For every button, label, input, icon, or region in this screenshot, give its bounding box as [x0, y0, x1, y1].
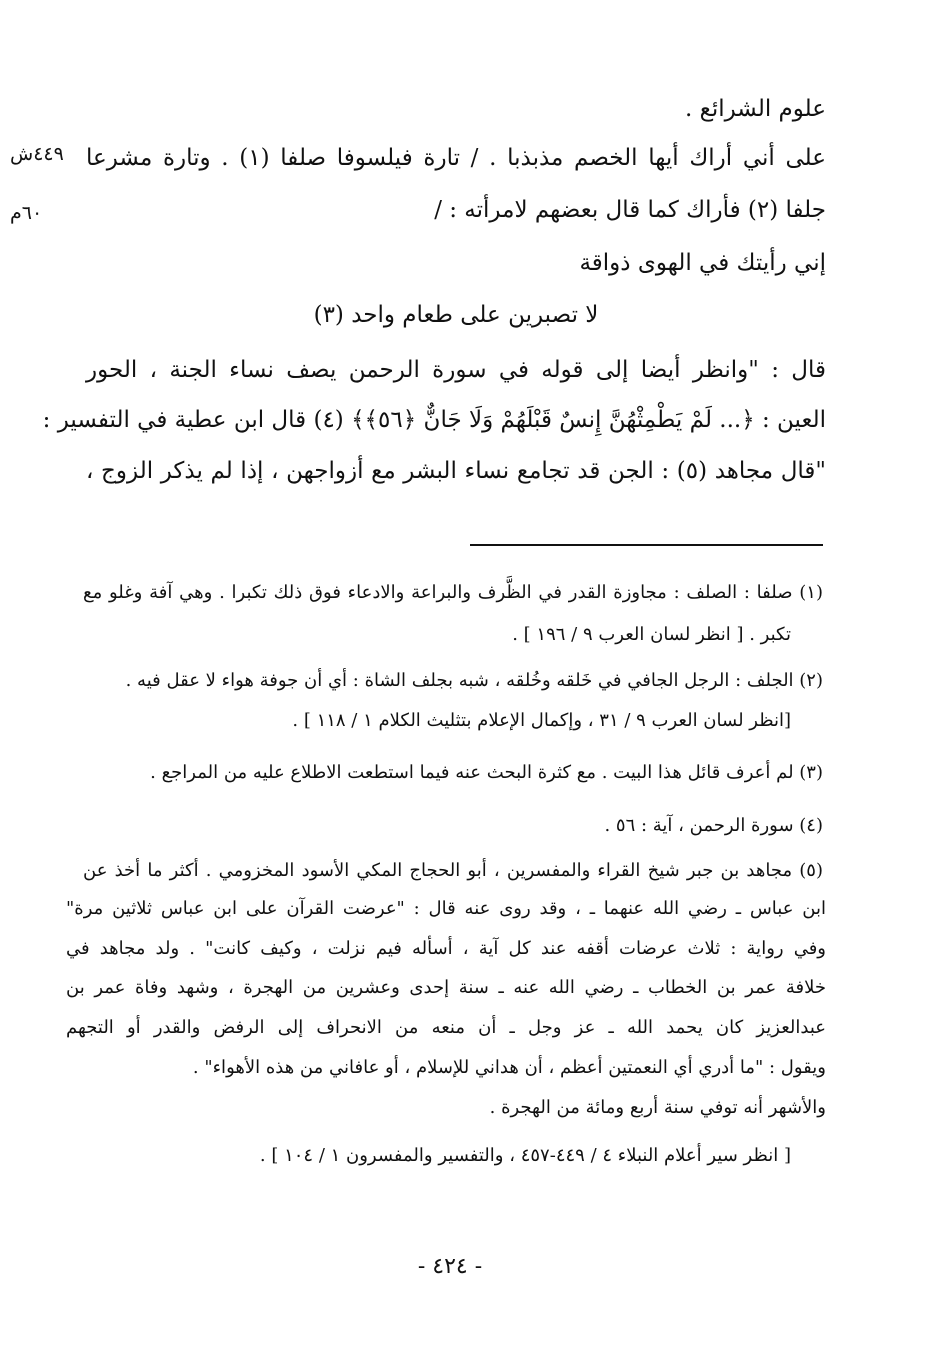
text-line-1: علوم الشرائع . — [684, 96, 826, 122]
footnote-5-line-4: خلافة عمر بن الخطاب ـ رضي الله عنه ـ سنة إحدى وعشرين من الهجرة ، وشهد وفاة عمر بن — [66, 977, 827, 998]
page-number: - ٤٢٤ - — [417, 1254, 483, 1279]
footnote-5-line-8: [ انظر سير أعلام النبلاء ٤ / ٤٤٩-٤٥٧ ، والتفسير والمفسرون ١ / ١٠٤ ] . — [259, 1145, 791, 1166]
footnote-2-line-2: [انظر لسان العرب ٩ / ٣١ ، وإكمال الإعلام بتثليث الكلام ١ / ١١٨ ] . — [292, 710, 791, 731]
footnote-2-line-1: (٢) الجلف : الرجل الجافي في خَلقه وخُلقه ، شبه بجلف الشاة : أي أن جوفة هواء لا عقل فيه . — [125, 670, 823, 691]
verse-line-2 — [86, 302, 826, 328]
footnote-5-line-1: (٥) مجاهد بن جبر شيخ القراء والمفسرين ، أبو الحجاج المكي الأسود المخزومي . أكثر ما أخذ عن — [83, 860, 823, 881]
margin-note-2: ٦٠م — [10, 202, 43, 224]
footnote-4-line-1: (٤) سورة الرحمن ، آية : ٥٦ . — [604, 815, 823, 836]
footnote-5-line-6: ويقول : "ما أدري أي النعمتين أعظم ، أن هداني للإسلام ، أو عافاني من هذه الأهواء" . — [192, 1057, 826, 1078]
text-line-6: "قال مجاهد (٥) : الجن قد تجامع نساء البشر مع أزواجهن ، إذا لم يذكر الزوج ، — [86, 458, 826, 484]
verse-line-1: إني رأيتك في الهوى ذواقة — [579, 250, 826, 276]
footnote-5-line-5: عبدالعزيز كان يحمد الله ـ عز وجل ـ أن منعه من الانحراف إلى الرفض والقدر أو التجهم — [66, 1017, 826, 1038]
footnote-1-line-1: (١) صلفا : الصلف : مجاوزة القدر في الظَّرف والبراعة والادعاء فوق ذلك تكبرا . وهي آفة وغلو مع — [83, 582, 823, 603]
text-line-5: العين : ﴿... لَمْ يَطْمِثْهُنَّ إِنسٌ قَبْلَهُمْ وَلَا جَانٌّ ﴿٥٦﴾﴾ (٤) قال ابن عطية في التفسير : — [42, 407, 826, 433]
text-line-2: على أني أراك أيها الخصم مذبذبا . / تارة فيلسوفا صلفا (١) . وتارة مشرعا — [86, 145, 827, 171]
footnote-1-line-2: تكبر . [ انظر لسان العرب ٩ / ١٩٦ ] . — [512, 624, 791, 645]
margin-note-1: ٤٤٩ش — [10, 143, 64, 165]
footnote-5-line-3: وفي رواية : ثلاث عرضات أقفه عند كل آية ، أسأله فيم نزلت ، وكيف كانت" . ولد مجاهد في — [66, 938, 826, 959]
text-line-3: جلفا (٢) فأراك كما قال بعضهم لامرأته : / — [434, 197, 826, 223]
verse-line-2-text: لا تصبرين على طعام واحد (٣) — [313, 302, 599, 328]
footnote-separator — [470, 544, 823, 546]
footnote-5-line-2: ابن عباس ـ رضي الله عنهما ـ ، وقد روى عنه قال : "عرضت القرآن على ابن عباس ثلاثين مرة" — [66, 898, 826, 919]
footnote-3-line-1: (٣) لم أعرف قائل هذا البيت . مع كثرة البحث عنه فيما استطعت الاطلاع عليه من المراجع . — [150, 762, 823, 783]
footnote-5-line-7: والأشهر أنه توفي سنة أربع ومائة من الهجرة . — [489, 1097, 826, 1118]
text-line-4: قال : "وانظر أيضا إلى قوله في سورة الرحمن يصف نساء الجنة ، الحور — [86, 357, 826, 383]
